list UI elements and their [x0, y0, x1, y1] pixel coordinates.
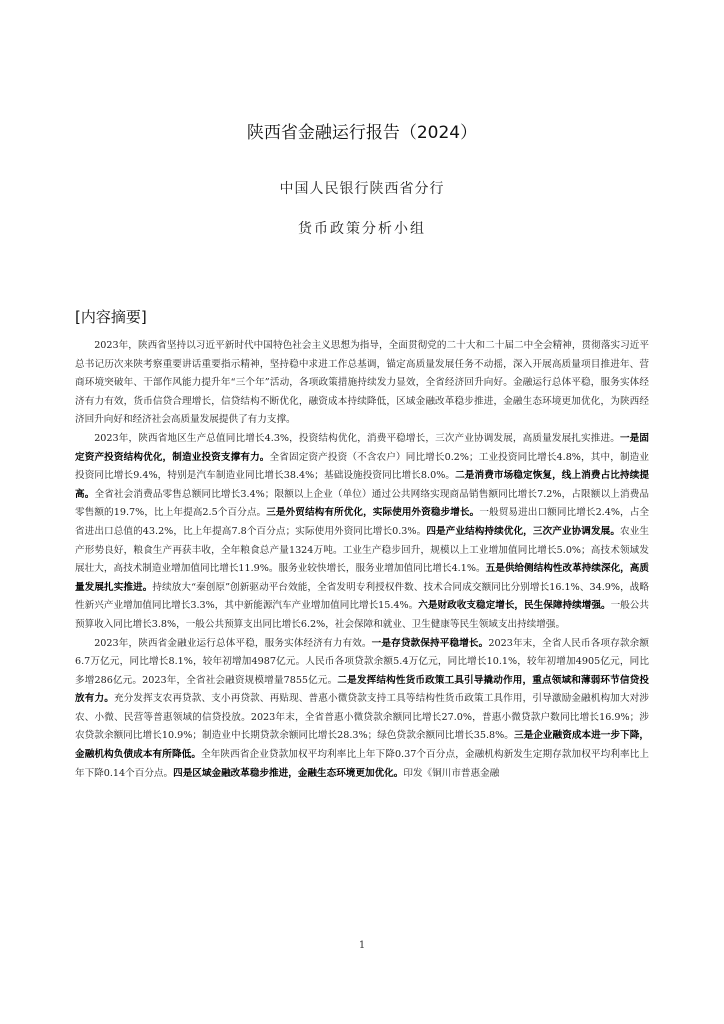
- abstract-paragraph-1: [75, 337, 649, 430]
- paragraph-text: 2023年末，全省人民币各项存款余额6.7万亿元，同比增长8.1%，较年初增加4987亿元。人民币各项贷款余额5.4万亿元，同比增长10.1%，较年初增加4905亿元，同比多增286亿元。2023年，全省社会融资规模增量7855亿元。: [75, 637, 649, 686]
- key-point-sentence: 四是产业结构持续优化，三次产业协调发展。: [426, 525, 621, 537]
- paragraph-text: 印发《铜川市普惠金融: [403, 767, 500, 779]
- paragraph-text: 2023年，陕西省金融业运行总体平稳，服务实体经济有力有效。: [94, 637, 372, 649]
- paragraph-text: 2023年，陕西省地区生产总值同比增长4.3%，投资结构优化，消费平稳增长，三次产业协调发展，高质量发展扎实推进。: [94, 432, 620, 444]
- key-point-sentence: 三是企业融资成本进一步下降，金融机构负债成本有所降低。: [75, 730, 649, 761]
- author-group: 货币政策分析小组: [298, 221, 426, 237]
- author-organization: 中国人民银行陕西省分行: [279, 181, 445, 197]
- paragraph-text: 一般贸易进出口额同比增长2.4%，占全省进出口总值的43.2%，比上年提高7.8个百分点；实际使用外资同比增长0.3%。: [75, 507, 650, 537]
- page-number: 1: [358, 940, 366, 951]
- paragraph-text: 一般公共预算收入同比增长3.8%，一般公共预算支出同比增长6.2%，社会保障和就业、卫生健康等民生领域支出持续增强。: [75, 600, 650, 630]
- paragraph-text: 充分发挥支农再贷款、支小再贷款、再贴现、普惠小微贷款支持工具等结构性货币政策工具作用，引导激励金融机构加大对涉农、小微、民营等普惠领域的信贷投放。2023年末，全省普惠小微贷款余额同比增长27.0%，普惠小微贷款户数同比增长16.9%；涉农贷款余额同比增长10.9%；制造业中长期贷款余额同比增长28.3%；绿色贷款余额同比增长35.8%。: [75, 693, 650, 742]
- abstract-paragraph-3: [75, 635, 649, 784]
- report-title: 陕西省金融运行报告（2024）: [246, 123, 478, 143]
- paragraph-text: 2023年，陕西省坚持以习近平新时代中国特色社会主义思想为指导，全面贯彻党的二十大和二十届二中全会精神，贯彻落实习近平总书记历次来陕考察重要讲话重要指示精神，坚持稳中求进工作总基调，锚定高质量发展任务不动摇，深入开展高质量项目推进年、营商环境突破年、干部作风能力提升年“三个年”活动，各项政策措施持续发力显效，全省经济回升向好。金融运行总体平稳，服务实体经济有力有效，货币信贷合理增长，信贷结构不断优化，融资成本持续降低，区域金融改革稳步推进，金融生态环境更加优化，为陕西经济回升向好和经济社会高质量发展提供了有力支撑。: [75, 340, 649, 426]
- paragraph-text: 全年陕西省企业贷款加权平均利率比上年下降0.37个百分点，金融机构新发生定期存款加权平均利率比上年下降0.14个百分点。: [75, 749, 649, 779]
- key-point-sentence: 二是发挥结构性货币政策工具引导撬动作用，重点领域和薄弱环节信贷投放有力。: [75, 674, 649, 705]
- paragraph-text: 持续放大“秦创原”创新驱动平台效能，全省发明专利授权件数、技术合同成交额同比分别增长16.1%、34.9%，战略性新兴产业增加值同比增长3.3%，其中新能源汽车产业增加值同比增长15.4%。: [75, 581, 650, 612]
- key-point-sentence: 六是财政收支稳定增长，民生保障持续增强。: [418, 600, 611, 612]
- abstract-body: [75, 337, 649, 783]
- paragraph-text: 全省固定资产投资（不含农户）同比增长0.2%；工业投资同比增长4.8%，其中，制造业投资同比增长9.4%，特别是汽车制造业同比增长38.4%；基础设施投资同比增长8.0%。: [75, 451, 650, 482]
- key-point-sentence: 一是固定资产投资结构优化，制造业投资支撑有力。: [75, 432, 650, 463]
- key-point-sentence: 三是外贸结构有所优化，实际使用外资稳步增长。: [266, 507, 480, 519]
- abstract-heading: [内容摘要]: [75, 308, 147, 326]
- paragraph-text: 全省社会消费品零售总额同比增长3.4%；限额以上企业（单位）通过公共网络实现商品销售额同比增长7.2%，占限额以上消费品零售额的19.7%，比上年提高2.5个百分点。: [75, 488, 650, 519]
- key-point-sentence: 五是供给侧结构性改革持续深化，高质量发展扎实推进。: [75, 563, 650, 593]
- key-point-sentence: 一是存贷款保持平稳增长。: [371, 637, 489, 649]
- key-point-sentence: 二是消费市场稳定恢复，线上消费占比持续提高。: [75, 470, 649, 500]
- abstract-paragraph-2: [75, 430, 649, 635]
- paragraph-text: 农业生产形势良好，粮食生产再获丰收，全年粮食总产量1324万吨。工业生产稳步回升，规模以上工业增加值同比增长5.0%；高技术领域发展壮大，高技术制造业增加值同比增长11.9%。服务业较快增长，服务业增加值同比增长4.1%。: [75, 525, 650, 575]
- key-point-sentence: 四是区域金融改革稳步推进，金融生态环境更加优化。: [173, 767, 404, 779]
